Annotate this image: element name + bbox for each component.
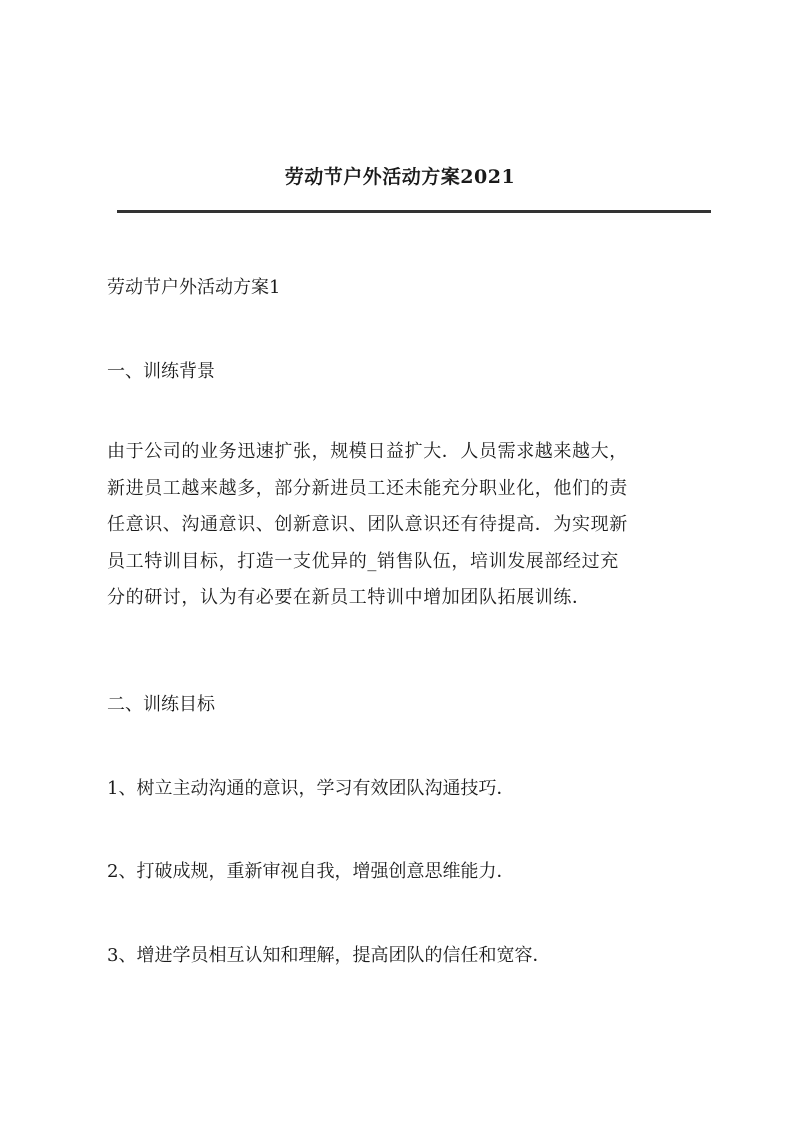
paragraph-line: 员工特训目标，打造一支优异的_销售队伍，培训发展部经过充 [107, 550, 619, 572]
section-heading-background: 一、训练背景 [107, 361, 215, 382]
title-divider [117, 210, 711, 213]
background-paragraph [107, 439, 707, 622]
goal-item-2: 2、打破成规，重新审视自我，增强创意思维能力． [107, 861, 515, 882]
paragraph-line: 分的研讨，认为有必要在新员工特训中增加团队拓展训练． [107, 587, 591, 608]
document-title: 劳动节户外活动方案2021 [284, 166, 516, 188]
goal-item-1: 1、树立主动沟通的意识，学习有效团队沟通技巧． [107, 778, 515, 799]
paragraph-line: 由于公司的业务迅速扩张，规模日益扩大．人员需求越来越大， [107, 441, 628, 462]
document-subtitle: 劳动节户外活动方案1 [107, 277, 281, 298]
paragraph-line: 任意识、沟通意识、创新意识、团队意识还有待提高．为实现新 [107, 514, 628, 535]
section-heading-goals: 二、训练目标 [107, 694, 215, 715]
goal-item-3: 3、增进学员相互认知和理解，提高团队的信任和宽容． [107, 945, 551, 966]
paragraph-line: 新进员工越来越多，部分新进员工还未能充分职业化，他们的责 [107, 477, 628, 499]
